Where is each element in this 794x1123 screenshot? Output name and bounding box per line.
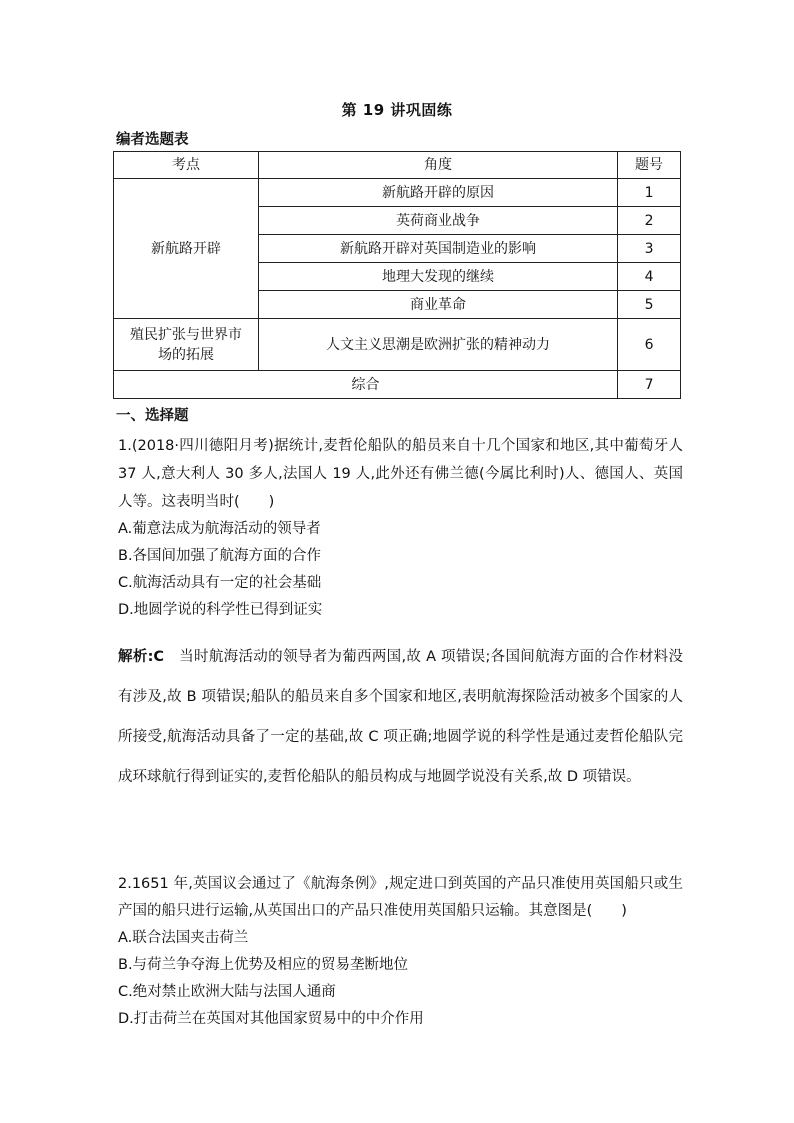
option-a: A.葡意法成为航海活动的领导者 (118, 521, 321, 537)
angle-cell: 商业革命 (258, 291, 617, 319)
angle-cell: 地理大发现的继续 (258, 263, 617, 291)
number-cell: 5 (618, 291, 681, 319)
number-cell: 7 (618, 371, 681, 399)
option-c: C.绝对禁止欧洲大陆与法国人通商 (118, 984, 336, 1000)
table-row (114, 319, 681, 371)
question-1 (118, 432, 683, 624)
angle-cell: 新航路开辟对英国制造业的影响 (258, 235, 617, 263)
number-cell: 6 (618, 319, 681, 371)
analysis-text: 当时航海活动的领导者为葡西两国,故 A 项错误;各国间航海方面的合作材料没有涉及,故 B 项错误;船队的船员来自多个国家和地区,表明航海探险活动被多个国家的人所接受,航海活动具备了一定的基础,故 C 项正确;地圆学说的科学性是通过麦哲伦船队完成环球航行得到证实的,麦哲伦船队的船员构成与地圆学说没有关系,故 D 项错误。 (118, 649, 683, 785)
analysis-label: 解析:C (118, 649, 165, 665)
analysis (118, 637, 683, 797)
option-d: D.地圆学说的科学性已得到证实 (118, 602, 323, 618)
table-row (114, 371, 681, 399)
number-cell: 1 (618, 179, 681, 207)
table-label: 编者选题表 (116, 132, 189, 148)
topic-selection-table (113, 151, 681, 399)
option-d: D.打击荷兰在英国对其他国家贸易中的中介作用 (118, 1011, 424, 1027)
table-header-row (114, 152, 681, 179)
number-cell: 2 (618, 207, 681, 235)
question-stem: 1.(2018·四川德阳月考)据统计,麦哲伦船队的船员来自十几个国家和地区,其中葡萄牙人 37 人,意大利人 30 多人,法国人 19 人,此外还有佛兰德(今属比利时)人、德国人、英国人等。这表明当时( ) (118, 438, 683, 510)
option-b: B.与荷兰争夺海上优势及相应的贸易垄断地位 (118, 957, 409, 973)
header-number: 题号 (618, 152, 681, 179)
number-cell: 4 (618, 263, 681, 291)
option-c: C.航海活动具有一定的社会基础 (118, 575, 322, 591)
option-b: B.各国间加强了航海方面的合作 (118, 548, 322, 564)
question-2 (118, 871, 683, 1033)
header-angle: 角度 (258, 152, 617, 179)
angle-cell: 英荷商业战争 (258, 207, 617, 235)
number-cell: 3 (618, 235, 681, 263)
page-title: 第 19 讲巩固练 (341, 101, 453, 119)
summary-cell: 综合 (114, 371, 618, 399)
angle-cell: 新航路开辟的原因 (258, 179, 617, 207)
section-title: 一、选择题 (116, 408, 189, 424)
point-cell-text: 殖民扩张与世界市场的拓展 (129, 326, 242, 363)
question-stem: 2.1651 年,英国议会通过了《航海条例》,规定进口到英国的产品只准使用英国船只或生产国的船只进行运输,从英国出口的产品只准使用英国船只运输。其意图是( ) (118, 876, 683, 919)
point-cell: 新航路开辟 (114, 179, 259, 319)
option-a: A.联合法国夹击荷兰 (118, 930, 249, 946)
angle-cell: 人文主义思潮是欧洲扩张的精神动力 (258, 319, 617, 371)
table-row (114, 179, 681, 207)
header-point: 考点 (114, 152, 259, 179)
point-cell (114, 319, 259, 371)
